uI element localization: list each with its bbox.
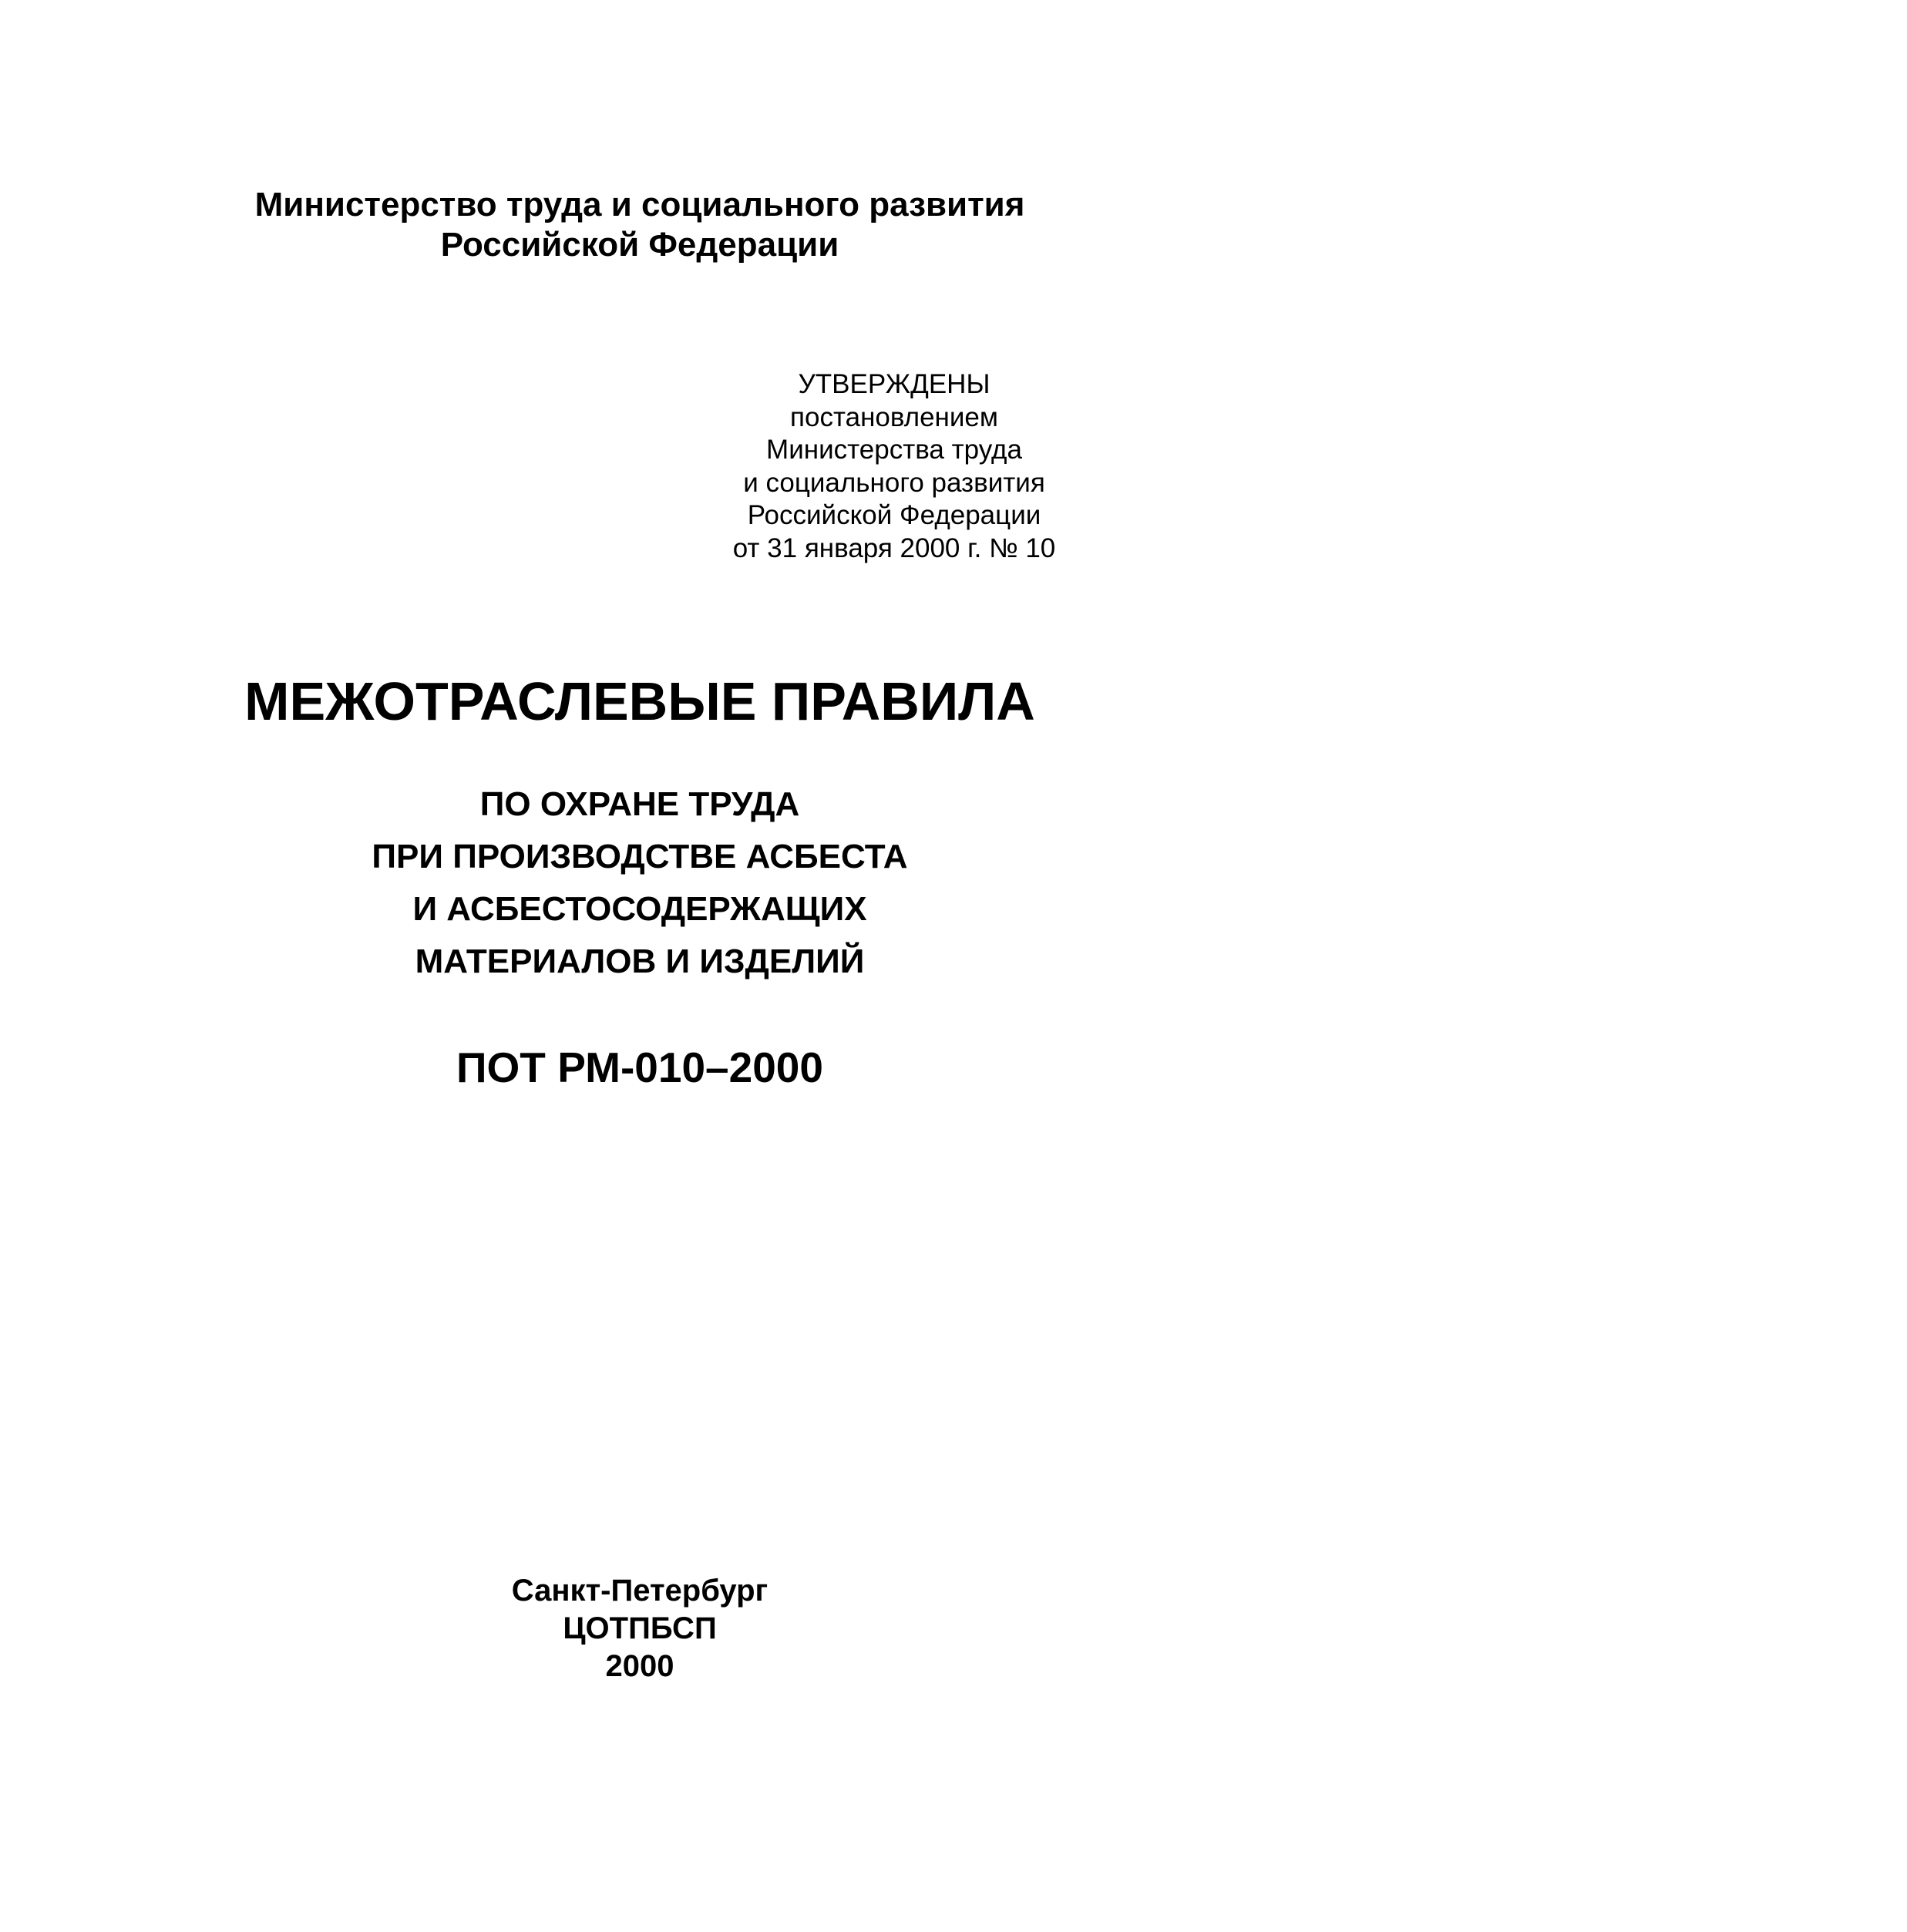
approval-line-2: постановлением (790, 402, 998, 432)
document-code: ПОТ РМ-010–2000 (456, 1043, 823, 1091)
approval-line-3: Министерства труда (766, 435, 1022, 465)
approval-line-6: от 31 января 2000 г. № 10 (732, 533, 1056, 563)
approval-line-4: и социального развития (743, 467, 1045, 498)
imprint-city: Санкт-Петербург (511, 1574, 769, 1608)
approval-line-5: Российской Федерации (747, 500, 1041, 530)
document-subtitle (254, 778, 1025, 988)
subtitle-line-2: ПРИ ПРОИЗВОДСТВЕ АСБЕСТА (372, 838, 908, 875)
imprint-year: 2000 (605, 1649, 674, 1683)
subtitle-line-3: И АСБЕСТОСОДЕРЖАЩИХ (412, 890, 867, 928)
imprint-publisher: ЦОТПБСП (563, 1611, 717, 1645)
subtitle-line-1: ПО ОХРАНЕ ТРУДА (479, 785, 800, 823)
approval-stamp (694, 368, 1095, 565)
ministry-header (239, 185, 1041, 265)
imprint (478, 1572, 802, 1685)
ministry-line-2: Российской Федерации (440, 226, 839, 264)
subtitle-line-4: МАТЕРИАЛОВ И ИЗДЕЛИЙ (415, 942, 865, 980)
ministry-line-1: Министерство труда и социального развития (254, 186, 1025, 223)
approval-line-1: УТВЕРЖДЕНЫ (798, 369, 990, 399)
document-title: МЕЖОТРАСЛЕВЫЕ ПРАВИЛА (244, 671, 1035, 731)
